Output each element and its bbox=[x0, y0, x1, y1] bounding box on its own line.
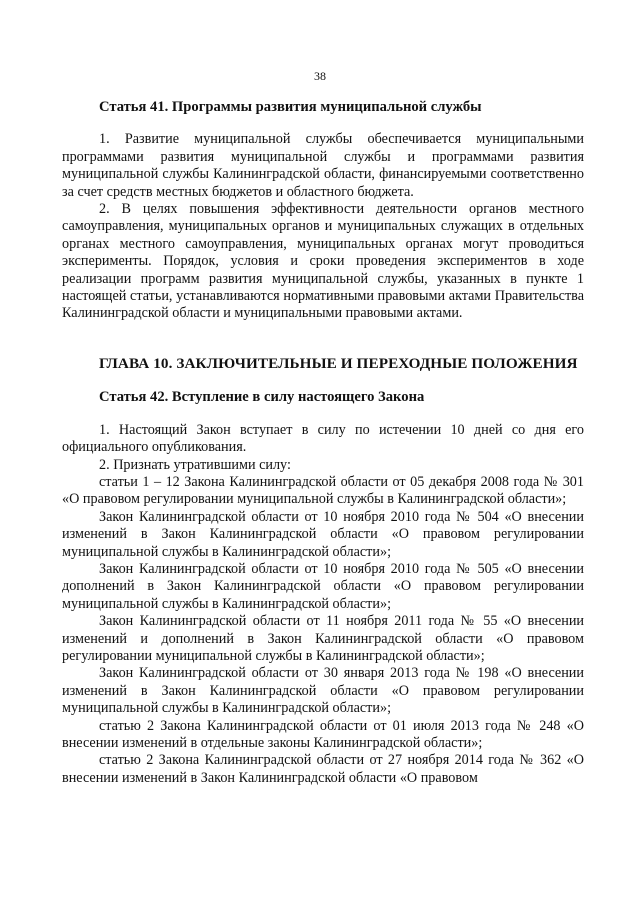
document-body bbox=[62, 99, 584, 787]
article-41-paragraph-1: 1. Развитие муниципальной службы обеспечивается муниципальными программами развития муниципальной службы и программами развития муниципальной службы Калининградской области, финансируемыми соответственно за счет средств местных бюджетов и областного бюджета. bbox=[62, 131, 584, 200]
spacer bbox=[62, 372, 584, 389]
article-42-paragraph-1: 1. Настоящий Закон вступает в силу по истечении 10 дней со дня его официального опубликования. bbox=[62, 421, 584, 456]
repealed-item-5: Закон Калининградской области от 30 января 2013 года № 198 «О внесении изменений в Закон Калининградской области «О правовом регулировании муниципальной службы в Калининградской области»; bbox=[62, 665, 584, 717]
article-41-title: Статья 41. Программы развития муниципальной службы bbox=[99, 99, 482, 115]
repealed-item-2: Закон Калининградской области от 10 ноября 2010 года № 504 «О внесении изменений в Закон Калининградской области «О правовом регулировании муниципальной службы в Калининградской области»; bbox=[62, 508, 584, 560]
page-number: 38 bbox=[314, 69, 326, 83]
repealed-item-6: статью 2 Закона Калининградской области от 01 июля 2013 года № 248 «О внесении изменений в отдельные законы Калининградской области»; bbox=[62, 717, 584, 751]
article-41-paragraph-2: 2. В целях повышения эффективности деятельности органов местного самоуправления, муниципальных органов и муниципальных служащих в отдельных органах местного самоуправления, муниципальных органах могут проводиться эксперименты. Порядок, условия и сроки проведения экспериментов в ходе реализации программ развития муниципальной службы, указанных в пункте 1 настоящей статьи, устанавливаются нормативными правовыми актами Правительства Калининградской области и муниципальными правовыми актами. bbox=[62, 201, 584, 322]
repealed-item-7: статью 2 Закона Калининградской области от 27 ноября 2014 года № 362 «О внесении изменений в Закон Калининградской области «О правовом bbox=[62, 752, 584, 786]
chapter-10-title: ГЛАВА 10. ЗАКЛЮЧИТЕЛЬНЫЕ И ПЕРЕХОДНЫЕ ПОЛОЖЕНИЯ bbox=[99, 354, 578, 372]
repealed-item-3: Закон Калининградской области от 10 ноября 2010 года № 505 «О внесении дополнений в Закон Калининградской области «О правовом регулировании муниципальной службы в Калининградской области»; bbox=[62, 560, 584, 612]
repealed-item-1: статьи 1 – 12 Закона Калининградской области от 05 декабря 2008 года № 301 «О правовом регулировании муниципальной службы в Калининградской области»; bbox=[62, 473, 584, 508]
spacer bbox=[62, 323, 584, 355]
article-42-paragraph-2: 2. Признать утратившими силу: bbox=[99, 456, 291, 473]
spacer bbox=[62, 116, 584, 131]
repealed-item-4: Закон Калининградской области от 11 ноября 2011 года № 55 «О внесении изменений и дополнений в Закон Калининградской области «О правовом регулировании муниципальной службы в Калининградской области»; bbox=[62, 613, 584, 664]
spacer bbox=[62, 407, 584, 422]
article-42-title: Статья 42. Вступление в силу настоящего Закона bbox=[99, 389, 425, 406]
